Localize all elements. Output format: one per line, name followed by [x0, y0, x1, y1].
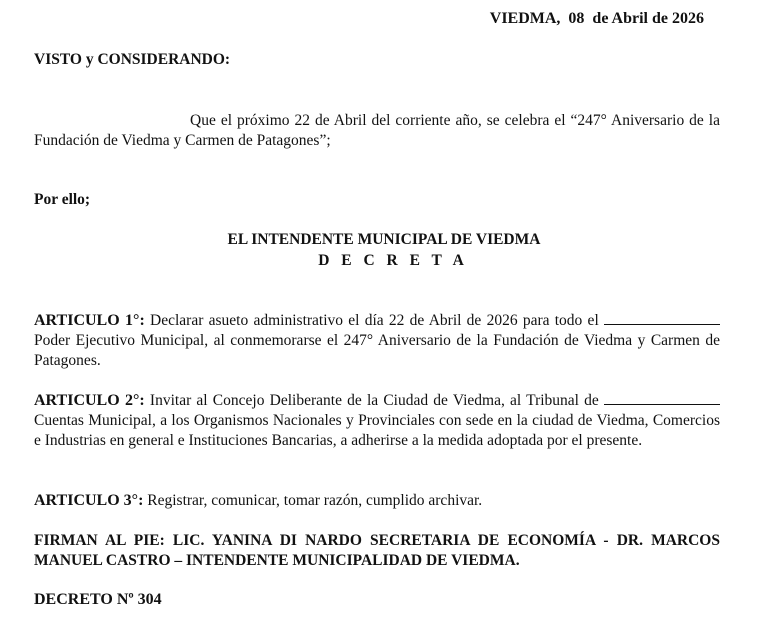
visto-considerando-heading: VISTO y CONSIDERANDO:: [34, 51, 231, 68]
article-2-text-start: Invitar al Concejo Deliberante de la Ciudad de Viedma, al Tribunal de: [149, 392, 599, 409]
article-1-blank-line: [604, 312, 720, 325]
authority-heading: EL INTENDENTE MUNICIPAL DE VIEDMA: [227, 231, 541, 248]
considerando-paragraph: Que el próximo 22 de Abril del corriente año, se celebra el “247° Aniversario de la Fundación de Viedma y Carmen de Patagones”;: [34, 112, 720, 149]
article-3-text: Registrar, comunicar, tomar razón, cumplido archivar.: [147, 492, 483, 509]
article-1-text-start: Declarar asueto administrativo el día 22 de Abril de 2026 para todo el: [150, 312, 599, 329]
article-2-title: ARTICULO 2°:: [34, 392, 145, 409]
article-3-title: ARTICULO 3°:: [34, 492, 144, 509]
decree-number: DECRETO Nº 304: [34, 591, 162, 608]
article-2-blank-line: [604, 392, 720, 405]
article-2: [34, 391, 720, 451]
por-ello-label: Por ello;: [34, 191, 91, 208]
article-1-text-end: Poder Ejecutivo Municipal, al conmemorarse el 247° Aniversario de la Fundación de Viedma y Carmen de Patagones.: [34, 332, 720, 369]
article-1: [34, 311, 720, 371]
article-3: [34, 491, 720, 511]
signatories: FIRMAN AL PIE: LIC. YANINA DI NARDO SECRETARIA DE ECONOMÍA - DR. MARCOS MANUEL CASTRO – INTENDENTE MUNICIPALIDAD DE VIEDMA.: [34, 532, 720, 569]
article-2-text-end: Cuentas Municipal, a los Organismos Nacionales y Provinciales con sede en la ciudad de Viedma, Comercios e Industrias en general e Instituciones Bancarias, a adherirse a la medida adoptada por el presente.: [34, 412, 720, 449]
date-line: VIEDMA, 08 de Abril de 2026: [489, 10, 704, 27]
article-1-title: ARTICULO 1°:: [34, 312, 145, 329]
decreta-heading: D E C R E T A: [318, 252, 468, 269]
